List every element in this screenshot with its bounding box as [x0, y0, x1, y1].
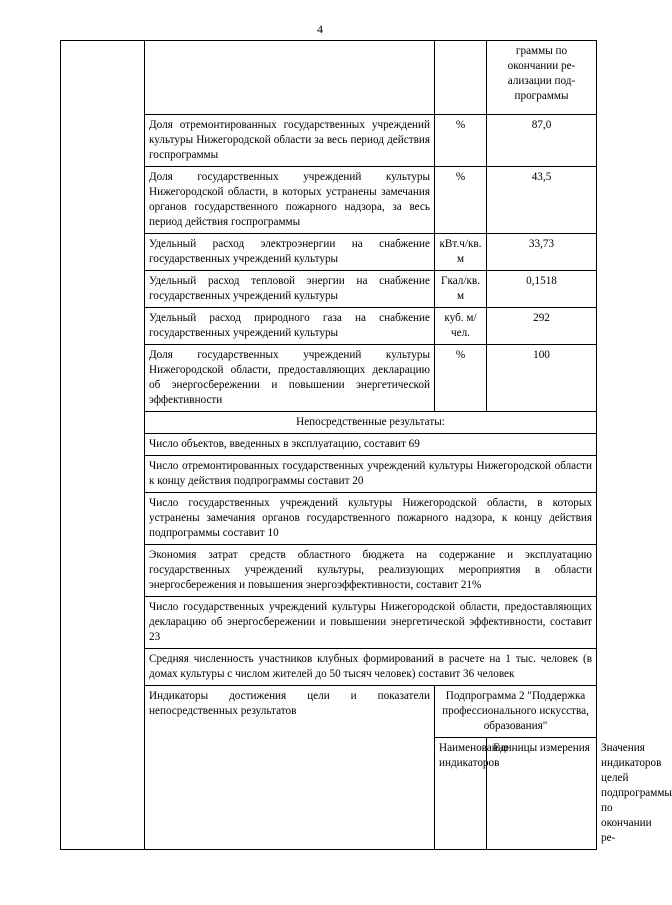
indicator-name: Удельный расход электроэнергии на снабжение государственных учреждений культуры — [145, 234, 435, 271]
indicator-value: 292 — [487, 308, 597, 345]
indicator-unit: % — [435, 115, 487, 167]
left-label-cell: Индикаторы достижения цели и показатели непосредственных результатов — [145, 686, 435, 850]
direct-result-text: Число отремонтированных государственных учреждений культуры Нижегородской области к концу действия подпрограммы составит 20 — [145, 456, 597, 493]
header-unit-cell — [435, 41, 487, 115]
page-number: 4 — [317, 22, 323, 36]
direct-result-text: Число объектов, введенных в эксплуатацию, составит 69 — [145, 434, 597, 456]
indicator-name: Доля государственных учреждений культуры Нижегородской области, в которых устранены замечания органов государственного пожарного надзора, за весь период действия госпрограммы — [145, 167, 435, 234]
indicator-name: Удельный расход тепловой энергии на снабжение государственных учреждений культуры — [145, 271, 435, 308]
indicator-name: Доля отремонтированных государственных учреждений культуры Нижегородской области за весь период действия госпрограммы — [145, 115, 435, 167]
indicator-value: 33,73 — [487, 234, 597, 271]
header-name-cell — [145, 41, 435, 115]
indicator-value: 100 — [487, 345, 597, 412]
indicator-value: 87,0 — [487, 115, 597, 167]
header-continuation-row — [61, 41, 597, 115]
indicator-value: 43,5 — [487, 167, 597, 234]
subprogram-title: Подпрограмма 2 "Поддержка профессионального искусства, образования" — [435, 686, 597, 738]
direct-results-header: Непосредственные результаты: — [145, 412, 597, 434]
bottom-header-name: Наименование индикаторов — [435, 738, 487, 850]
indicator-unit: куб. м/чел. — [435, 308, 487, 345]
indicator-value: 0,1518 — [487, 271, 597, 308]
header-value-cell: граммы по окончании ре-ализации под-программы — [487, 41, 597, 115]
indicator-name: Доля государственных учреждений культуры Нижегородской области, предоставляющих декларацию об энергосбережении и повышении энергетической эффективности — [145, 345, 435, 412]
indicator-unit: Гкал/кв. м — [435, 271, 487, 308]
bottom-header-row: Наименование индикаторов Единицы измерения Значения индикаторов целей подпрограммы по окончании ре- — [61, 738, 597, 850]
indicator-unit: % — [435, 167, 487, 234]
direct-result-text: Экономия затрат средств областного бюджета на содержание и эксплуатацию государственных учреждений культуры, реализующих мероприятия в области энергосбережения и повышения энергоэффективности, составит 21% — [145, 545, 597, 597]
indicator-unit: кВт.ч/кв. м — [435, 234, 487, 271]
direct-result-text: Число государственных учреждений культуры Нижегородской области, предоставляющих декларацию об энергосбережении и повышении энергетической эффективности, составит 23 — [145, 597, 597, 649]
bottom-header-unit: Единицы измерения — [487, 738, 597, 850]
left-empty-cell — [61, 41, 145, 850]
indicator-unit: % — [435, 345, 487, 412]
passport-table — [60, 40, 672, 850]
direct-result-text: Средняя численность участников клубных формирований в расчете на 1 тыс. человек (в домах культуры с числом жителей до 50 тысяч человек) составит 36 человек — [145, 649, 597, 686]
direct-result-text: Число государственных учреждений культуры Нижегородской области, в которых устранены замечания органов государственного пожарного надзора, к концу действия подпрограммы составит 10 — [145, 493, 597, 545]
indicator-name: Удельный расход природного газа на снабжение государственных учреждений культуры — [145, 308, 435, 345]
